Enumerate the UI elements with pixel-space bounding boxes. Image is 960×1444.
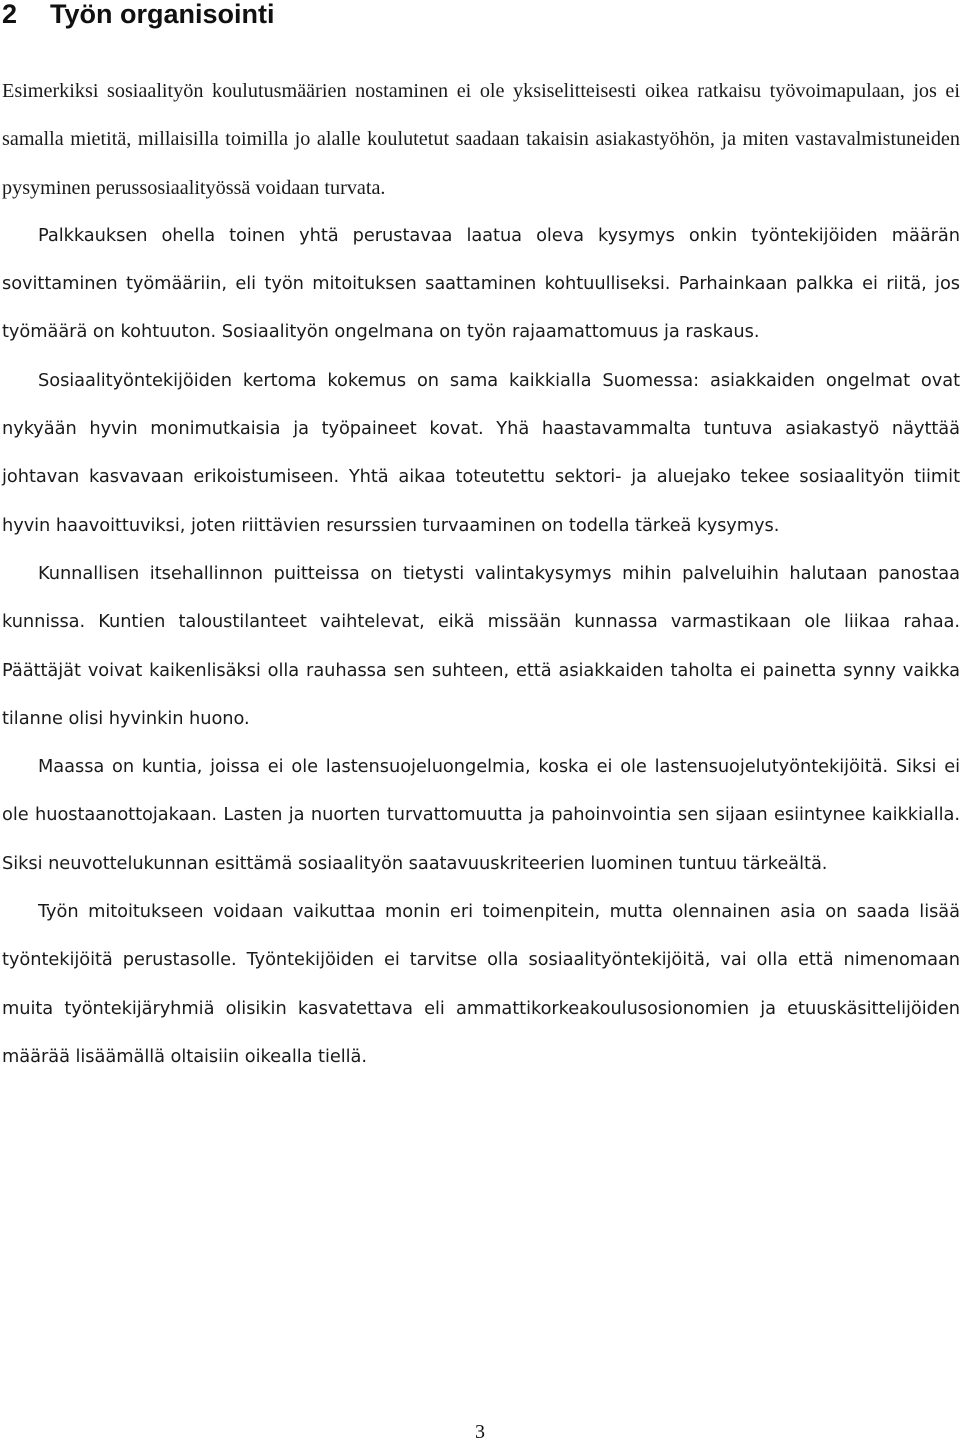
page-number: 3 bbox=[475, 1421, 485, 1443]
section-number: 2 bbox=[2, 0, 18, 29]
section-heading bbox=[2, 0, 275, 34]
paragraph-4: Kunnallisen itsehallinnon puitteissa on tietysti valintakysymys mihin palveluihin halutaan panostaa kunnissa. Kuntien taloustilanteet vaihtelevat, eikä missään kunnassa varmastikaan ole liikaa rahaa. Päättäjät voivat kaikenlisäksi olla rauhassa sen suhteen, että asiakkaiden taholta ei painetta synny vaikka tilanne olisi hyvinkin huono. bbox=[2, 562, 960, 729]
paragraph-2: Palkkauksen ohella toinen yhtä perustavaa laatua oleva kysymys onkin työntekijöiden määrän sovittaminen työmääriin, eli työn mitoituksen saattaminen kohtuulliseksi. Parhainkaan palkka ei riitä, jos työmäärä on kohtuuton. Sosiaalityön ongelmana on työn rajaamattomuus ja raskaus. bbox=[2, 224, 960, 343]
paragraph-6: Työn mitoitukseen voidaan vaikuttaa monin eri toimenpitein, mutta olennainen asia on saada lisää työntekijöitä perustasolle. Työntekijöiden ei tarvitse olla sosiaalityöntekijöitä, vai olla että nimenomaan muita työntekijäryhmiä olisikin kasvatettava eli ammattikorkeakoulusosionomien ja etuuskäsittelijöiden määrää lisäämällä oltaisiin oikealla tiellä. bbox=[2, 901, 960, 1067]
paragraph-3: Sosiaalityöntekijöiden kertoma kokemus on sama kaikkialla Suomessa: asiakkaiden ongelmat ovat nykyään hyvin monimutkaisia ja työpaineet kovat. Yhä haastavammalta tuntuva asiakastyö näyttää johtavan kasvavaan erikoistumiseen. Yhtä aikaa toteutettu sektori- ja aluejako tekee sosiaalityön tiimit hyvin haavoittuviksi, joten riittävien resurssien turvaaminen on todella tärkeä kysymys. bbox=[2, 369, 960, 536]
paragraph-5: Maassa on kuntia, joissa ei ole lastensuojeluongelmia, koska ei ole lastensuojelutyöntekijöitä. Siksi ei ole huostaanottojakaan. Lasten ja nuorten turvattomuutta ja pahoinvointia sen sijaan esiintynee kaikkialla. Siksi neuvottelukunnan esittämä sosiaalityön saatavuuskriteerien luominen tuntuu tärkeältä. bbox=[2, 756, 960, 874]
paragraph-1: Esimerkiksi sosiaalityön koulutusmäärien nostaminen ei ole yksiselitteisesti oikea ratkaisu työvoimapulaan, jos ei samalla mietitä, millaisilla toimilla jo alalle koulutetut saadaan takaisin asiakastyöhön, ja miten vastavalmistuneiden pysyminen perussosiaalityössä voidaan turvata. bbox=[2, 80, 960, 199]
section-title: Työn organisointi bbox=[50, 0, 275, 29]
body-text bbox=[2, 67, 960, 1081]
